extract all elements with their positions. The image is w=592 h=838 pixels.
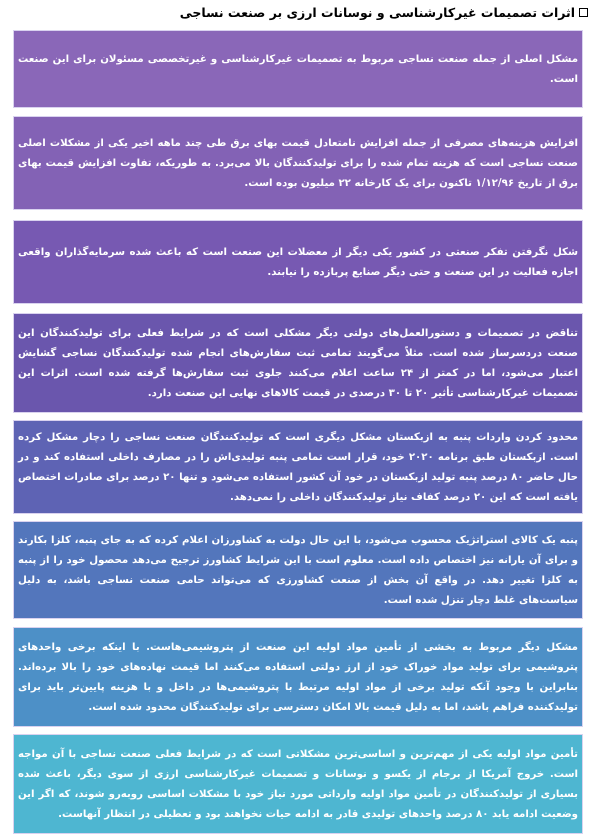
paragraph-text-4: تناقض در تصمیمات و دستورالعمل‌های دولتی دیگر مشکلی است که در شرایط فعلی برای تولیدکنندگان این صنعت دردسرساز شده است. مثلاً می‌گویند تمامی ثبت سفارش‌های انجام شده تولیدکنندگان نساجی گشایش اعتبار می‌شود، اما در کمتر از ۲۴ ساعت اعلام می‌کنند جلوی ثبت سفارش‌ها گرفته شده است. اثرات این تصمیمات غیرکارشناسی تأثیر ۲۰ تا ۳۰ درصدی در قیمت کالاهای نهایی این صنعت دارد.	[18, 328, 578, 399]
paragraph-box-2	[13, 116, 583, 210]
paragraph-text-2: افزایش هزینه‌های مصرفی از جمله افزایش نامتعادل قیمت بهای برق طی چند ماهه اخیر یکی از مشکلات اصلی صنعت نساجی است که هزینه تمام شده را برای تولیدکنندگان بالا می‌برد. به طوریکه، تفاوت افزایش قیمت بهای برق از تاریخ ۱/۱۲/۹۶ تاکنون برای یک کارخانه ۲۲ میلیون بوده است.	[18, 138, 578, 189]
paragraph-text-6: پنبه یک کالای استراتژیک محسوب می‌شود، با این حال دولت به کشاورزان اعلام کرده که به جای پنبه، کلزا بکارند و برای آن یارانه نیز اختصاص داده است. معلوم است با این شرایط کشاورز ترجیح می‌دهد محصول خود را از پنبه به کلزا تغییر دهد. در واقع آن بخش از صنعت کشاورزی که می‌تواند حامی صنعت نساجی باشد، به دلیل سیاست‌های غلط دچار تنزل شده است.	[18, 535, 578, 606]
paragraph-box-8	[13, 734, 583, 834]
paragraph-box-3	[13, 220, 583, 304]
paragraph-text-3: شکل نگرفتن تفکر صنعتی در کشور یکی دیگر از معضلات این صنعت است که باعث شده سرمایه‌گذاران واقعی اجازه فعالیت در این صنعت و حتی دیگر صنایع پربازده را نیابند.	[18, 247, 578, 278]
paragraph-text-8: تأمین مواد اولیه یکی از مهم‌ترین و اساسی‌ترین مشکلاتی است که در شرایط فعلی صنعت نساجی با آن مواجه است. خروج آمریکا از برجام از یکسو و نوسانات و تصمیمات غیرکارشناسی ارزی از سوی دیگر، باعث شده بسیاری از تولیدکنندگان در تأمین مواد اولیه وارداتی مورد نیاز خود با مشکلات اساسی روبه‌رو شوند، که اگر این وضعیت ادامه یابد ۸۰ درصد واحدهای تولیدی قادر به ادامه حیات نخواهند بود و تعطیلی در انتظار آنهاست.	[18, 749, 578, 820]
paragraph-box-7	[13, 627, 583, 727]
paragraph-box-6	[13, 521, 583, 619]
paragraph-box-4	[13, 313, 583, 413]
paragraph-text-5: محدود کردن واردات پنبه به ازبکستان مشکل دیگری است که تولیدکنندگان صنعت نساجی را دچار مشکل کرده است. ازبکستان طبق برنامه ۲۰۲۰ خود، قرار است تمامی پنبه تولیدی‌اش را در مصارف داخلی استفاده کند و در حال حاضر ۸۰ درصد پنبه تولید ازبکستان در خود آن کشور استفاده می‌شود و تنها ۲۰ درصد برای صادرات اختصاص یافته است که این ۲۰ درصد کفاف نیاز تولیدکنندگان داخلی را نمی‌دهد.	[18, 432, 578, 503]
paragraph-box-5	[13, 420, 583, 514]
paragraph-text-7: مشکل دیگر مربوط به بخشی از تأمین مواد اولیه این صنعت از پتروشیمی‌هاست. با اینکه برخی واحدهای پتروشیمی برای تولید مواد خوراک خود از ارز دولتی استفاده می‌کنند اما قیمت نهاده‌های خود را بالا برده‌اند. بنابراین با وجود آنکه تولید برخی از مواد اولیه مرتبط با پتروشیمی‌ها در داخل و با هزینه پایین‌تر باید برای تولیدکننده فراهم باشد، اما به دلیل قیمت بالا امکان دسترسی برای تولیدکنندگان محدود شده است.	[18, 642, 578, 713]
paragraph-text-1: مشکل اصلی از جمله صنعت نساجی مربوط به تصمیمات غیرکارشناسی و غیرتخصصی مسئولان برای این صنعت است.	[18, 54, 578, 85]
page-title: اثرات تصمیمات غیرکارشناسی و نوسانات ارزی بر صنعت نساجی	[179, 4, 575, 20]
title-bullet-square	[579, 8, 588, 17]
title-row	[180, 2, 588, 22]
paragraph-box-1	[13, 30, 583, 108]
